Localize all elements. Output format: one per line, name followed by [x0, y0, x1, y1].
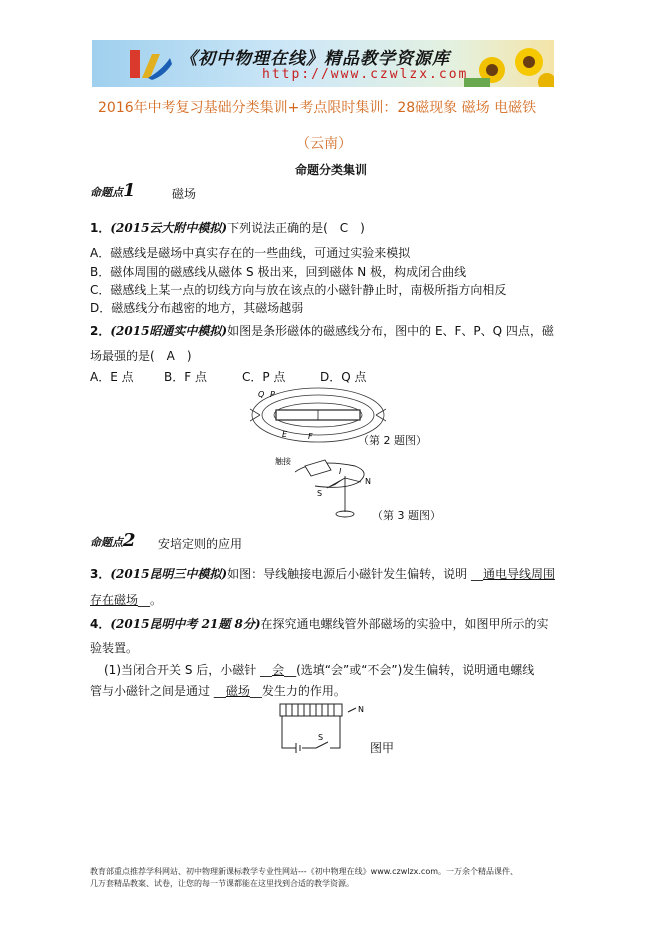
label-current: I [339, 467, 342, 476]
label-n-pole: N [365, 477, 371, 486]
compass-needle [348, 708, 356, 712]
topic-badge-2 [90, 530, 136, 551]
question-tail: __。 [138, 593, 163, 607]
label-e: E [282, 430, 288, 439]
topic-badge-number: 1 [123, 180, 136, 201]
figure-3-oersted [275, 452, 375, 522]
question-number: 3． [90, 567, 111, 581]
section-heading: 命题分类集训 [295, 163, 368, 177]
document-title-line1: 2016年中考复习基础分类集训+考点限时集训：28磁现象 磁场 电磁铁 [98, 100, 537, 116]
topic-badge-text: 命题点 [90, 186, 123, 199]
footer-line-1: 教育部重点推荐学科网站、初中物理新课标教学专业性网站---《初中物理在线》www.czwlzx.com。一万余个精品课件、 [90, 867, 519, 876]
question-number: 2． [90, 324, 111, 338]
label-p: P [270, 390, 275, 399]
topic-badge-number: 2 [123, 530, 136, 551]
q4-part-1 [104, 662, 534, 679]
document-title-line2: （云南） [296, 136, 352, 152]
question-4 [90, 616, 549, 633]
q1-option-d: D．磁感线分布越密的地方，其磁场越弱 [90, 301, 304, 315]
q4-part-1-text: (1)当闭合开关 S 后，小磁针 __ [104, 663, 273, 677]
label-touch: 触接 [275, 457, 291, 466]
banner-url[interactable]: http://www.czwlzx.com [262, 67, 469, 82]
logo-bar-red [130, 50, 140, 78]
answer-blank-cont: 存在磁场 [90, 593, 139, 607]
q2-option-d: D．Q 点 [320, 370, 367, 384]
question-4-stem-cont: 验装置。 [90, 641, 139, 655]
question-number: 4． [90, 617, 111, 631]
q2-option-c: C．P 点 [242, 370, 286, 384]
question-stem: 如图：导线触接电源后小磁针发生偏转，说明 __ [227, 567, 483, 581]
answer-blank: 会 [272, 663, 285, 677]
q4-part-1-text3: 管与小磁针之间是通过 __ [90, 684, 226, 698]
site-logo [130, 50, 172, 80]
question-stem: 如图是条形磁体的磁感线分布，图中的 E、F、P、Q 四点，磁 [227, 324, 554, 338]
label-s-pole: S [317, 489, 323, 498]
label-switch: S [318, 733, 324, 742]
q4-part-1-cont [90, 683, 346, 700]
header-banner [92, 40, 554, 87]
question-source: (2015云大附中模拟) [110, 221, 228, 235]
q2-option-b: B．F 点 [164, 370, 207, 384]
label-f: F [308, 432, 313, 441]
question-source: (2015昆明中考 21题 8分) [110, 617, 261, 631]
sunflowers-image [464, 48, 554, 87]
question-number: 1． [90, 221, 111, 235]
banner-title: 《初中物理在线》精品教学资源库 [180, 49, 450, 69]
figure-4-caption: 图甲 [370, 741, 395, 755]
topic-badge-1 [90, 180, 136, 201]
q1-option-a: A．磁感线是磁场中真实存在的一些曲线，可通过实验来模拟 [90, 246, 411, 260]
q1-option-c: C．磁感线上某一点的切线方向与放在该点的小磁针静止时，南极所指方向相反 [90, 283, 507, 297]
question-stem: 在探究通电螺线管外部磁场的实验中，如图甲所示的实 [260, 617, 549, 631]
solenoid [280, 704, 342, 716]
question-stem: 下列说法正确的是( C ) [227, 221, 365, 235]
question-3-cont [90, 592, 162, 609]
figure-3-caption: （第 3 题图） [372, 509, 441, 522]
answer-blank: 通电导线周围 [482, 567, 555, 581]
q4-part-1-text2: __(选填“会”或“不会”)发生偏转，说明通电螺线 [284, 663, 535, 677]
question-source: (2015昭通实中模拟) [110, 324, 228, 338]
q4-part-1-text4: __发生力的作用。 [249, 684, 346, 698]
answer-blank: 磁场 [225, 684, 250, 698]
question-2 [90, 323, 554, 340]
question-3 [90, 566, 555, 583]
topic-label-2: 安培定则的应用 [158, 537, 243, 551]
topic-label-1: 磁场 [172, 187, 197, 201]
figure-2-caption: （第 2 题图） [358, 434, 427, 447]
figure-4-solenoid-circuit [270, 700, 370, 756]
label-q: Q [258, 390, 265, 399]
question-source: (2015昆明三中模拟) [110, 567, 228, 581]
question-2-stem-cont: 场最强的是( A ) [90, 349, 192, 363]
footer-line-2: 几万套精品教案、试卷，让您的每一节课都能在这里找到合适的教学资源。 [90, 879, 354, 888]
question-1 [90, 220, 365, 237]
q1-option-b: B．磁体周围的磁感线从磁体 S 极出来，回到磁体 N 极，构成闭合曲线 [90, 265, 467, 279]
q2-option-a: A．E 点 [90, 370, 134, 384]
topic-badge-text: 命题点 [90, 536, 123, 549]
label-n: N [358, 705, 364, 714]
